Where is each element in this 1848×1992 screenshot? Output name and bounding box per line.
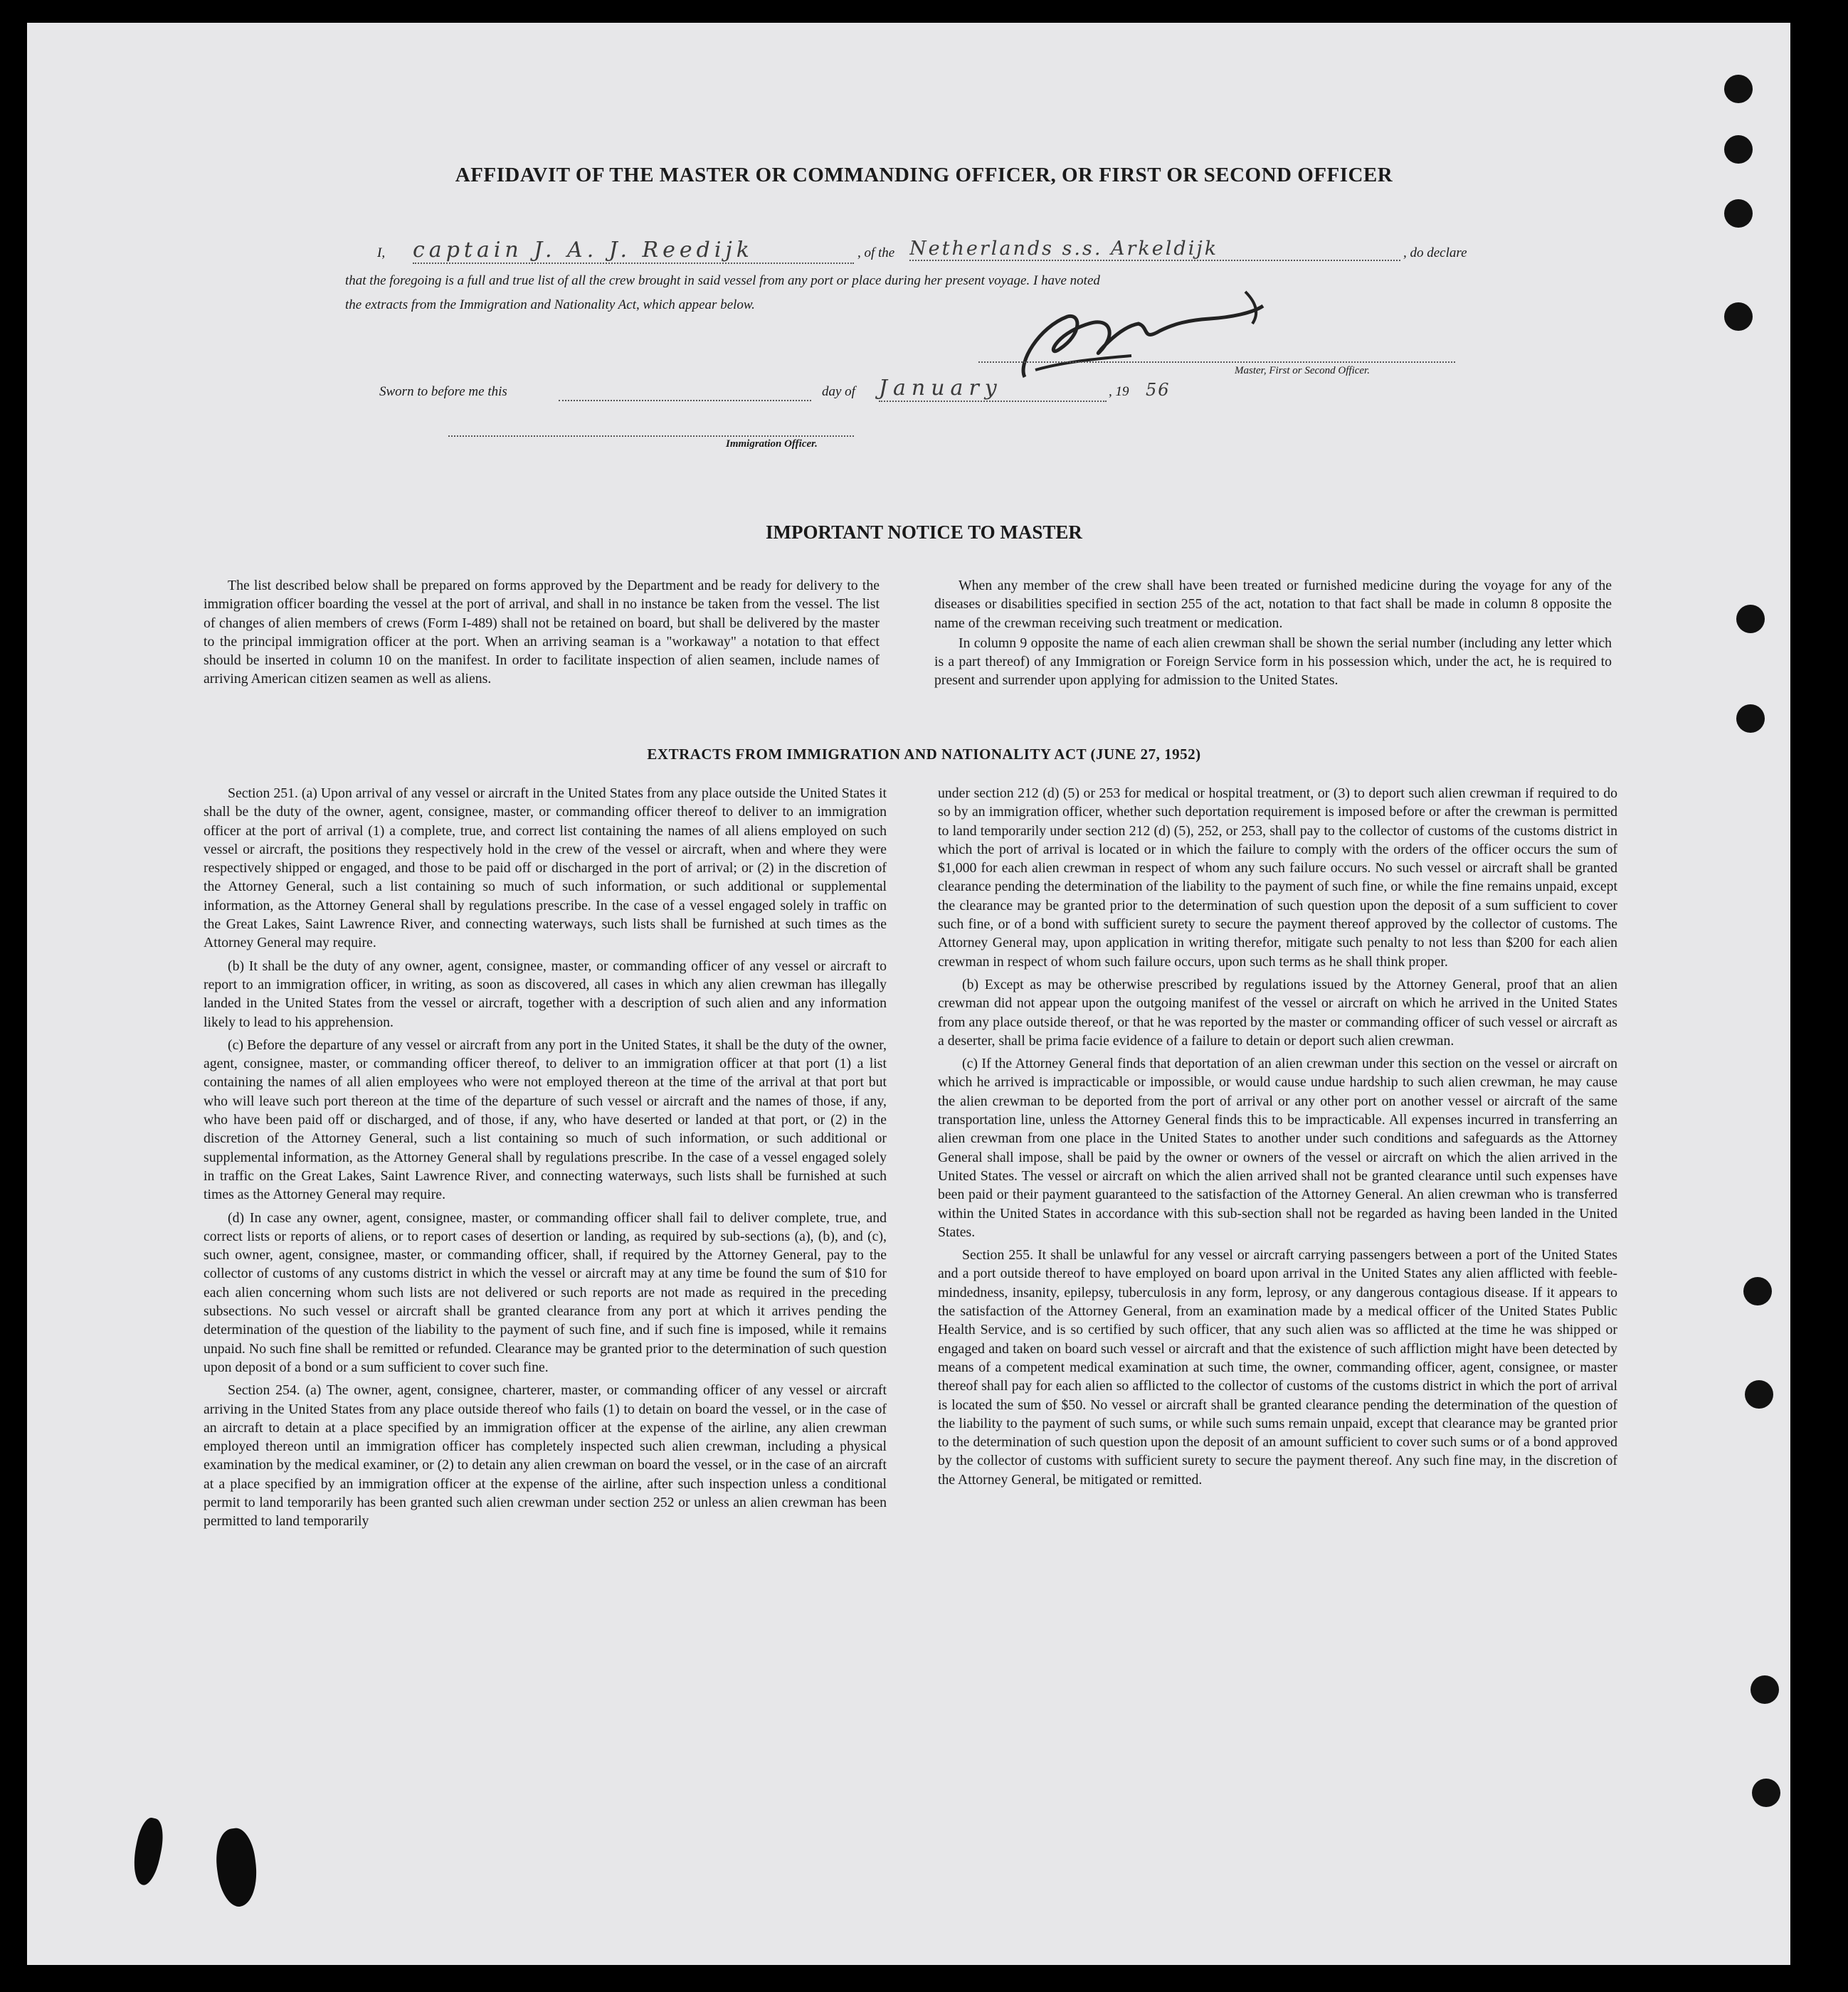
sworn-day-line bbox=[559, 400, 811, 401]
day-of-label: day of bbox=[822, 384, 855, 399]
section-251-c: (c) Before the departure of any vessel or aircraft from any port in the United States, it shall be the duty of the owner, agent, consignee, master, or commanding officer thereof, to deliver to an immigration officer at that port (1) a list containing the names of all alien employees who were not employed thereon at the time of the arrival at that port but who will leave such port thereon at the time of the departure of such vessel or aircraft and the names of those, if any, who have been paid off or discharged, and of those, if any, who have deserted or landed at that port, or (2) in the discretion of the Attorney General, such a list containing so much of such information, or such additional or supplemental information, as the Attorney General shall by regulations prescribe. In the case of a vessel engaged solely in traffic on the Great Lakes, Saint Lawrence River, and connecting waterways, such lists shall be furnished at such times as the Attorney General may require. bbox=[204, 1037, 887, 1203]
punch-hole bbox=[1751, 1675, 1779, 1704]
declare-label: , do declare bbox=[1403, 245, 1467, 260]
punch-hole bbox=[1724, 199, 1753, 228]
punch-hole bbox=[1724, 135, 1753, 164]
punch-hole bbox=[1752, 1779, 1780, 1807]
notice-title: IMPORTANT NOTICE TO MASTER bbox=[766, 521, 1082, 543]
extracts-title: EXTRACTS FROM IMMIGRATION AND NATIONALITY ACT (JUNE 27, 1952) bbox=[647, 746, 1201, 763]
punch-hole bbox=[1724, 75, 1753, 103]
vessel-name-handwritten: Netherlands s.s. Arkeldijk bbox=[909, 238, 1400, 261]
notice-left-paragraph: The list described below shall be prepared on forms approved by the Department and be ready for delivery to the immigration officer boarding the vessel at the port of arrival, and shall in no instance be taken from the vessel. The list of changes of alien members of crews (Form I-489) shall not be retained on board, but shall be delivered by the master to the principal immigration officer at the port. When an arriving seaman is a "workaway" a notation to that effect should be inserted in column 10 on the manifest. In order to facilitate inspection of alien seamen, include names of arriving American citizen seamen as well as aliens. bbox=[204, 578, 880, 687]
section-251-a: Section 251. (a) Upon arrival of any vessel or aircraft in the United States from any place outside the United States it shall be the duty of the owner, agent, consignee, master, or commanding officer thereof to deliver to an immigration officer at the port of arrival (1) a complete, true, and correct list containing the names of all aliens employed on such vessel or aircraft, the positions they respectively hold in the crew of the vessel or aircraft, when and where they were respectively shipped or engaged, and those to be paid off or discharged in the port of arrival; or (2) in the discretion of the Attorney General, such a list containing so much of such information, or such additional or supplemental information, as the Attorney General shall by regulations prescribe. In the case of a vessel engaged solely in traffic on the Great Lakes, Saint Lawrence River, and connecting waterways, such lists shall be furnished at such times as the Attorney General may require. bbox=[204, 785, 887, 951]
month-handwritten: January bbox=[879, 376, 1107, 402]
section-254-a-continued: under section 212 (d) (5) or 253 for medical or hospital treatment, or (3) to deport such alien crewman if required to do so by an immigration officer, whether such deportation requirement is imposed before or after the crewman is permitted to land temporarily under section 212 (d) (5), 252, or 253, shall pay to the collector of customs of the customs district in which the port of arrival is located or in which the failure to comply with the orders of the officer occurs the sum of $1,000 for each alien crewman in respect of whom any such failure occurs. No such vessel or aircraft shall be granted clearance pending the determination of the liability to the payment of such fine, or while the fine remains unpaid, except the clearance may be granted prior to the determination of such question upon the deposit of a sum sufficient to cover such fine, or of a bond with sufficient surety to secure the payment thereof approved by the collector of customs. The Attorney General may, upon application in writing therefor, mitigate such penalty to not less than $200 for each alien crewman in respect of whom such failure occurs, upon such terms as he shall think proper. bbox=[938, 785, 1617, 970]
section-254-b: (b) Except as may be otherwise prescribed by regulations issued by the Attorney General, proof that an alien crewman did not appear upon the outgoing manifest of the vessel or aircraft on which he arrived in the United States from any place outside thereof, or that he was reported by the master or commanding officer of such vessel or aircraft as a deserter, shall be prima facie evidence of a failure to detain or deport such alien crewman. bbox=[938, 976, 1617, 1049]
section-255: Section 255. It shall be unlawful for any vessel or aircraft carrying passengers between a port of the United States and a port outside thereof to have employed on board upon arrival in the United States any alien afflicted with feeble-mindedness, insanity, epilepsy, tuberculosis in any form, leprosy, or any dangerous contagious disease. If it appears to the satisfaction of the Attorney General, from an examination made by a medical officer of the United States Public Health Service, and is so certified by such officer, that any such alien was so afflicted at the time he was shipped or engaged and taken on board such vessel or aircraft and that the existence of such affliction might have been detected by means of a competent medical examination at such time, the owner, commanding officer, agent, consignee, or master thereof shall pay for each alien so afflicted to the collector of customs of the customs district in which the port of arrival is located the sum of $50. No vessel or aircraft shall be granted clearance pending the determination of the question of the liability to the payment of such sums, or while such sums remain unpaid, except that clearance may be granted prior to the determination of such question upon the deposit of an amount sufficient to cover such sums or of a bond approved by the collector of customs with sufficient surety to secure the payment thereof. Any such fine may, in the discretion of the Attorney General, be mitigated or remitted. bbox=[938, 1247, 1617, 1488]
signature-caption: Master, First or Second Officer. bbox=[1235, 365, 1370, 376]
sworn-label: Sworn to before me this bbox=[379, 384, 507, 399]
affidavit-title: AFFIDAVIT OF THE MASTER OR COMMANDING OFFICER, OR FIRST OR SECOND OFFICER bbox=[455, 164, 1393, 186]
immigration-officer-caption: Immigration Officer. bbox=[726, 438, 818, 450]
immigration-officer-line bbox=[448, 435, 854, 437]
section-251-b: (b) It shall be the duty of any owner, agent, consignee, master, or commanding officer of any vessel or aircraft to report to an immigration officer, in writing, as soon as discovered, all cases in which any alien crewman has illegally landed in the United States from the vessel or aircraft, together with a description of such alien and any information likely to lead to his apprehension. bbox=[204, 958, 887, 1030]
declaration-prefix: I, bbox=[377, 245, 386, 260]
punch-hole bbox=[1743, 1277, 1772, 1305]
extracts-left-column bbox=[204, 784, 887, 1535]
notice-right-column bbox=[934, 576, 1612, 694]
declaration-line-2: that the foregoing is a full and true list of all the crew brought in said vessel from any port or place during her present voyage. I have noted bbox=[345, 273, 1100, 288]
punch-hole bbox=[1736, 704, 1765, 733]
punch-hole bbox=[1724, 302, 1753, 331]
year-prefix: , 19 bbox=[1109, 384, 1129, 399]
section-254-a: Section 254. (a) The owner, agent, consignee, charterer, master, or commanding officer of any vessel or aircraft arriving in the United States from any place outside thereof who fails (1) to detain on board the vessel, or in the case of an aircraft to detain at a place specified by an immigration officer at the expense of the airline, any alien crewman employed thereon until an immigration officer has completely inspected such alien crewman, including a physical examination by the medical examiner, or (2) to detain any alien crewman on board the vessel, or in the case of an aircraft at a place specified by an immigration officer at the expense of the airline, after such inspection unless a conditional permit to land temporarily has been granted such alien crewman under section 252 or unless an alien crewman has been permitted to land temporarily bbox=[204, 1382, 887, 1530]
notice-right-paragraph-1: When any member of the crew shall have been treated or furnished medicine during the voyage for any of the diseases or disabilities specified in section 255 of the act, notation to that fact shall be made in column 8 opposite the name of the crewman receiving such treatment or medication. bbox=[934, 578, 1612, 631]
of-the-label: , of the bbox=[857, 245, 895, 260]
extracts-right-column bbox=[938, 784, 1617, 1493]
declaration-line-3: the extracts from the Immigration and Nationality Act, which appear below. bbox=[345, 297, 755, 312]
year-handwritten: 56 bbox=[1146, 380, 1171, 400]
notice-left-column bbox=[204, 576, 880, 693]
punch-hole bbox=[1736, 605, 1765, 633]
signature-line bbox=[978, 361, 1455, 363]
section-251-d: (d) In case any owner, agent, consignee, master, or commanding officer shall fail to deliver complete, true, and correct lists or reports of aliens, or to report cases of desertion or landing, as required by sub-sections (a), (b), and (c), such owner, agent, consignee, master, or commanding officer, shall, if required by the Attorney General, pay to the collector of customs of any customs district in which the vessel or aircraft may at any time be found the sum of $10 for each alien concerning whom such lists are not delivered or such reports are not made as required in the preceding subsections. No such vessel or aircraft shall be granted clearance from any port at which it arrives pending the determination of the question of the liability to the payment of such fine, and if such fine is imposed, while it remains unpaid. No such fine shall be remitted or refunded. Clearance may be granted prior to the determination of such question upon deposit of a bond or a sum sufficient to cover such fine. bbox=[204, 1209, 887, 1375]
punch-hole bbox=[1745, 1380, 1773, 1409]
master-name-handwritten: captain J. A. J. Reedijk bbox=[413, 238, 854, 264]
notice-right-paragraph-2: In column 9 opposite the name of each alien crewman shall be shown the serial number (including any letter which is a part thereof) of any Immigration or Foreign Service form in his possession which, under the act, he is required to present and surrender upon applying for admission to the United States. bbox=[934, 635, 1612, 689]
section-254-c: (c) If the Attorney General finds that deportation of an alien crewman under this section on the vessel or aircraft on which he arrived is impracticable or impossible, or would cause undue hardship to such alien crewman, he may cause the alien crewman to be deported from the port of arrival or any other port on another vessel or aircraft of the same transportation line, unless the Attorney General finds this to be impracticable. All expenses incurred in transferring an alien crewman from one place in the United States to another under such conditions and safeguards as the Attorney General shall impose, shall be paid by the owner or owners of the vessel or aircraft on which the alien arrived in the United States. The vessel or aircraft on which the alien arrived shall not be granted clearance until such expenses have been paid or their payment guaranteed to the satisfaction of the Attorney General. An alien crewman who is transferred within the United States in accordance with this sub-section shall not be regarded as having been landed in the United States. bbox=[938, 1056, 1617, 1240]
